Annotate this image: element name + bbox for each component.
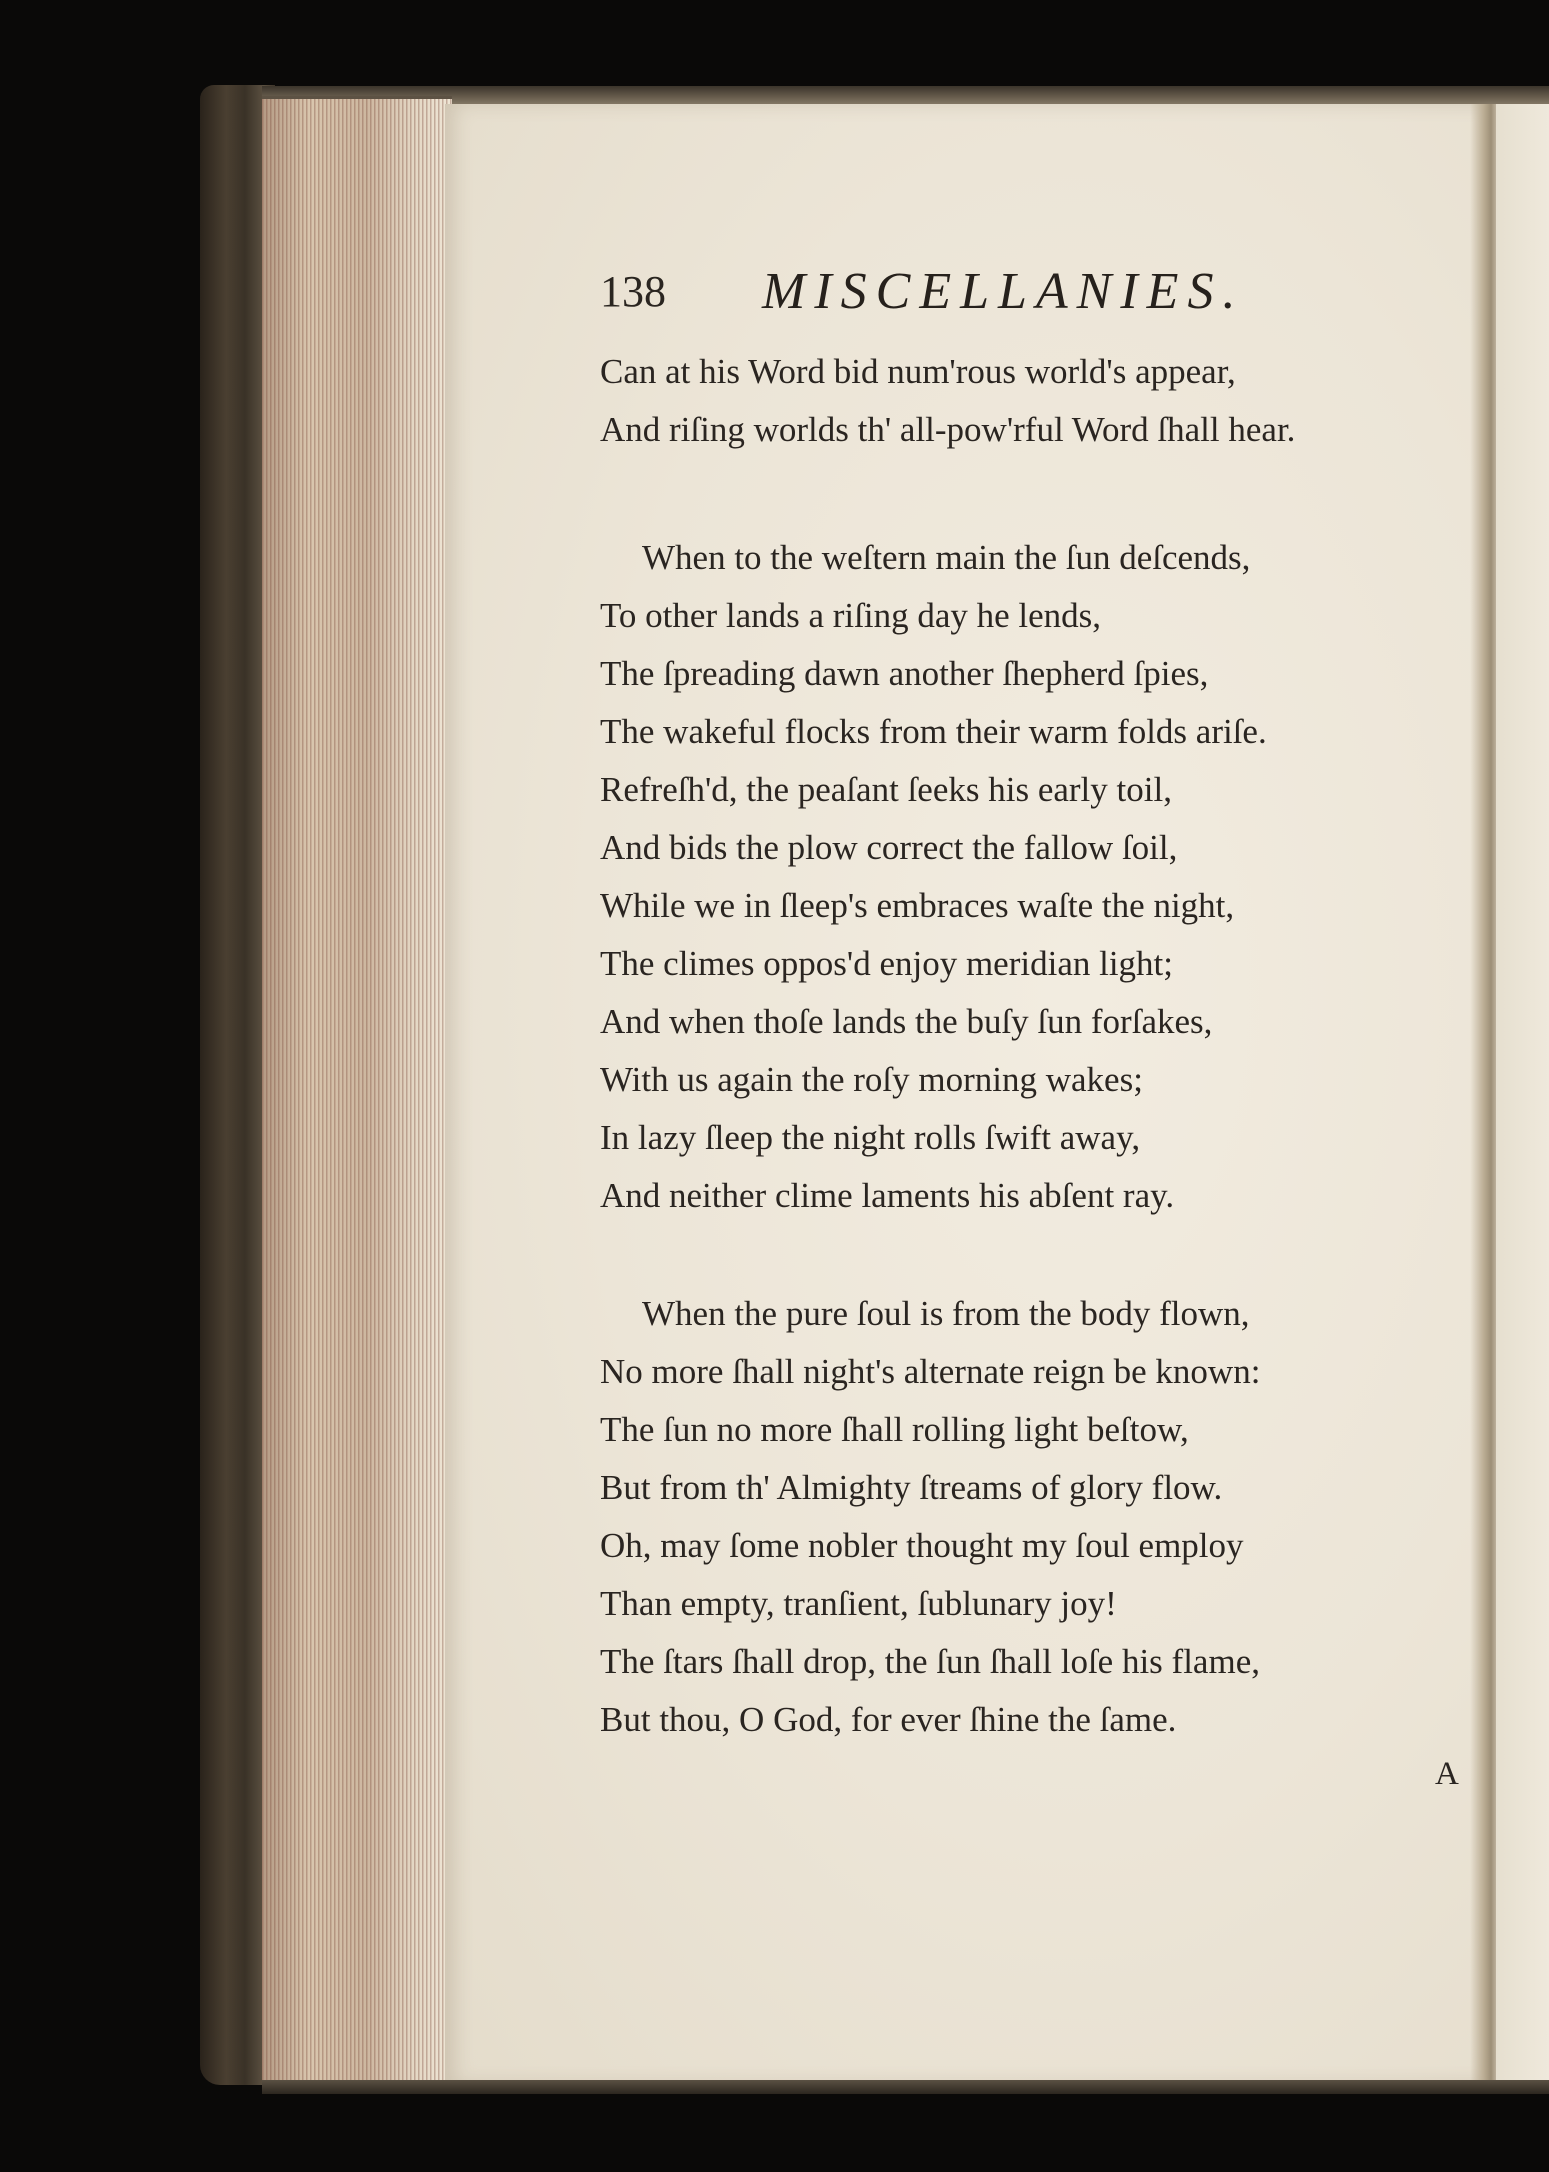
poem-line: But from th' Almighty ſtreams of glory flow. xyxy=(600,1468,1223,1507)
poem-line: But thou, O God, for ever ſhine the ſame. xyxy=(600,1700,1177,1739)
poem-line: The ſtars ſhall drop, the ſun ſhall loſe his flame, xyxy=(600,1642,1260,1681)
poem-line: Can at his Word bid num'rous world's appear, xyxy=(600,352,1236,391)
book-top-edge xyxy=(262,86,1549,106)
poem-line: And bids the plow correct the fallow ſoil, xyxy=(600,828,1178,867)
page-number: 138 xyxy=(600,267,666,316)
catchword: A xyxy=(1435,1756,1459,1792)
poem-line: To other lands a riſing day he lends, xyxy=(600,596,1102,635)
poem-line: The ſpreading dawn another ſhepherd ſpies, xyxy=(600,654,1209,693)
poem-line: When to the weſtern main the ſun deſcends, xyxy=(642,538,1251,577)
poem-line: No more ſhall night's alternate reign be known: xyxy=(600,1352,1261,1391)
page-header xyxy=(600,262,1360,332)
facing-page xyxy=(1496,104,1549,2084)
page-edges xyxy=(262,96,452,2092)
poem-line: And riſing worlds th' all-pow'rful Word ſhall hear. xyxy=(600,410,1296,449)
poem-line: When the pure ſoul is from the body flown, xyxy=(642,1294,1250,1333)
poem-line: With us again the roſy morning wakes; xyxy=(600,1060,1143,1099)
poem-line: And neither clime laments his abſent ray. xyxy=(600,1176,1175,1215)
poem-line: The climes oppos'd enjoy meridian light; xyxy=(600,944,1174,983)
running-head: MISCELLANIES. xyxy=(762,263,1245,320)
poem-line: The ſun no more ſhall rolling light beſtow, xyxy=(600,1410,1189,1449)
poem-line: Than empty, tranſient, ſublunary joy! xyxy=(600,1584,1117,1623)
poem-line: Refreſh'd, the peaſant ſeeks his early toil, xyxy=(600,770,1172,809)
poem-line: While we in ſleep's embraces waſte the night, xyxy=(600,886,1235,925)
poem-line: And when thoſe lands the buſy ſun forſakes, xyxy=(600,1002,1213,1041)
poem-line: The wakeful flocks from their warm folds ariſe. xyxy=(600,712,1267,751)
poem-line: Oh, may ſome nobler thought my ſoul employ xyxy=(600,1526,1244,1565)
poem-line: In lazy ſleep the night rolls ſwift away, xyxy=(600,1118,1141,1157)
book-bottom-edge xyxy=(262,2080,1549,2094)
